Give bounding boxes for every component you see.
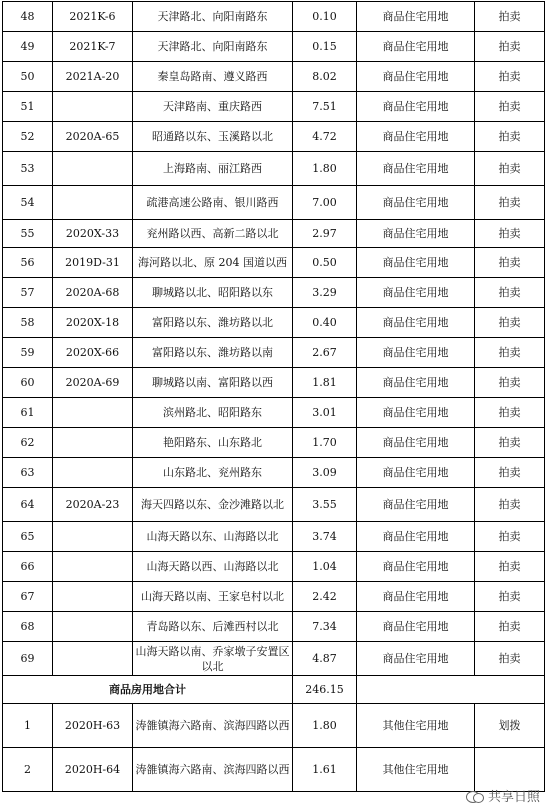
row-number: 67 bbox=[3, 582, 53, 612]
land-use: 商品住宅用地 bbox=[357, 92, 475, 122]
plot-code: 2020X-18 bbox=[53, 308, 133, 338]
table-row bbox=[3, 552, 545, 582]
table-row bbox=[3, 704, 545, 748]
location: 天津路南、重庆路西 bbox=[133, 92, 293, 122]
row-number: 56 bbox=[3, 248, 53, 278]
area-value: 0.50 bbox=[293, 248, 357, 278]
area-value: 3.01 bbox=[293, 398, 357, 428]
supply-method: 拍卖 bbox=[475, 2, 545, 32]
plot-code bbox=[53, 186, 133, 220]
supply-method: 拍卖 bbox=[475, 62, 545, 92]
supply-method: 拍卖 bbox=[475, 642, 545, 676]
land-use: 商品住宅用地 bbox=[357, 458, 475, 488]
row-number: 60 bbox=[3, 368, 53, 398]
location: 滨州路北、昭阳路东 bbox=[133, 398, 293, 428]
row-number: 54 bbox=[3, 186, 53, 220]
table-row bbox=[3, 220, 545, 248]
plot-code bbox=[53, 582, 133, 612]
table-row bbox=[3, 612, 545, 642]
table-row bbox=[3, 152, 545, 186]
row-number: 55 bbox=[3, 220, 53, 248]
plot-code bbox=[53, 522, 133, 552]
location: 富阳路以东、潍坊路以北 bbox=[133, 308, 293, 338]
plot-code bbox=[53, 612, 133, 642]
row-number: 69 bbox=[3, 642, 53, 676]
area-value: 1.04 bbox=[293, 552, 357, 582]
supply-method: 拍卖 bbox=[475, 338, 545, 368]
area-value: 3.09 bbox=[293, 458, 357, 488]
land-use: 其他住宅用地 bbox=[357, 748, 475, 792]
row-number: 63 bbox=[3, 458, 53, 488]
supply-method: 拍卖 bbox=[475, 122, 545, 152]
location: 富阳路以东、潍坊路以南 bbox=[133, 338, 293, 368]
location: 山东路北、兖州路东 bbox=[133, 458, 293, 488]
row-number: 50 bbox=[3, 62, 53, 92]
area-value: 2.42 bbox=[293, 582, 357, 612]
table-row bbox=[3, 278, 545, 308]
location: 上海路南、丽江路西 bbox=[133, 152, 293, 186]
row-number: 49 bbox=[3, 32, 53, 62]
area-value: 2.97 bbox=[293, 220, 357, 248]
land-use: 其他住宅用地 bbox=[357, 704, 475, 748]
area-value: 1.70 bbox=[293, 428, 357, 458]
land-use: 商品住宅用地 bbox=[357, 488, 475, 522]
table-row bbox=[3, 398, 545, 428]
area-value: 7.34 bbox=[293, 612, 357, 642]
table-row bbox=[3, 488, 545, 522]
plot-code: 2020H-64 bbox=[53, 748, 133, 792]
land-use: 商品住宅用地 bbox=[357, 338, 475, 368]
land-use: 商品住宅用地 bbox=[357, 220, 475, 248]
plot-code: 2019D-31 bbox=[53, 248, 133, 278]
row-number: 61 bbox=[3, 398, 53, 428]
supply-method: 拍卖 bbox=[475, 368, 545, 398]
land-use: 商品住宅用地 bbox=[357, 278, 475, 308]
area-value: 3.74 bbox=[293, 522, 357, 552]
area-value: 7.00 bbox=[293, 186, 357, 220]
row-number: 2 bbox=[3, 748, 53, 792]
table-row bbox=[3, 248, 545, 278]
supply-method: 拍卖 bbox=[475, 488, 545, 522]
plot-code: 2021K-6 bbox=[53, 2, 133, 32]
plot-code: 2021A-20 bbox=[53, 62, 133, 92]
land-use: 商品住宅用地 bbox=[357, 522, 475, 552]
land-use: 商品住宅用地 bbox=[357, 32, 475, 62]
table-row bbox=[3, 582, 545, 612]
area-value: 2.67 bbox=[293, 338, 357, 368]
total-value: 246.15 bbox=[293, 676, 357, 704]
plot-code bbox=[53, 458, 133, 488]
row-number: 57 bbox=[3, 278, 53, 308]
supply-method: 拍卖 bbox=[475, 522, 545, 552]
location: 山海天路以南、乔家墩子安置区以北 bbox=[133, 642, 293, 676]
location: 秦皇岛路南、遵义路西 bbox=[133, 62, 293, 92]
supply-method: 拍卖 bbox=[475, 32, 545, 62]
table-row bbox=[3, 642, 545, 676]
row-number: 68 bbox=[3, 612, 53, 642]
plot-code bbox=[53, 552, 133, 582]
area-value: 0.15 bbox=[293, 32, 357, 62]
area-value: 4.87 bbox=[293, 642, 357, 676]
plot-code: 2021K-7 bbox=[53, 32, 133, 62]
land-use: 商品住宅用地 bbox=[357, 2, 475, 32]
row-number: 66 bbox=[3, 552, 53, 582]
row-number: 52 bbox=[3, 122, 53, 152]
table-row bbox=[3, 522, 545, 552]
supply-method: 拍卖 bbox=[475, 248, 545, 278]
row-number: 53 bbox=[3, 152, 53, 186]
plot-code: 2020X-66 bbox=[53, 338, 133, 368]
location: 艳阳路东、山东路北 bbox=[133, 428, 293, 458]
supply-method: 拍卖 bbox=[475, 220, 545, 248]
plot-code bbox=[53, 92, 133, 122]
location: 涛雒镇海六路南、滨海四路以西 bbox=[133, 748, 293, 792]
land-use: 商品住宅用地 bbox=[357, 248, 475, 278]
location: 疏港高速公路南、银川路西 bbox=[133, 186, 293, 220]
supply-method: 划拨 bbox=[475, 704, 545, 748]
table-row bbox=[3, 186, 545, 220]
row-number: 48 bbox=[3, 2, 53, 32]
table-row bbox=[3, 122, 545, 152]
table-row bbox=[3, 62, 545, 92]
location: 山海天路以南、王家皂村以北 bbox=[133, 582, 293, 612]
land-use: 商品住宅用地 bbox=[357, 552, 475, 582]
table-row bbox=[3, 308, 545, 338]
supply-method: 拍卖 bbox=[475, 92, 545, 122]
area-value: 7.51 bbox=[293, 92, 357, 122]
location: 聊城路以北、昭阳路以东 bbox=[133, 278, 293, 308]
location: 青岛路以东、后滩西村以北 bbox=[133, 612, 293, 642]
land-use: 商品住宅用地 bbox=[357, 308, 475, 338]
land-use: 商品住宅用地 bbox=[357, 122, 475, 152]
land-use: 商品住宅用地 bbox=[357, 368, 475, 398]
land-use: 商品住宅用地 bbox=[357, 428, 475, 458]
table-row bbox=[3, 458, 545, 488]
table-row bbox=[3, 338, 545, 368]
table-row bbox=[3, 748, 545, 792]
location: 海河路以北、原 204 国道以西 bbox=[133, 248, 293, 278]
area-value: 0.10 bbox=[293, 2, 357, 32]
location: 海天四路以东、金沙滩路以北 bbox=[133, 488, 293, 522]
supply-method: 拍卖 bbox=[475, 582, 545, 612]
supply-method: 拍卖 bbox=[475, 428, 545, 458]
supply-method: 拍卖 bbox=[475, 612, 545, 642]
plot-code: 2020H-63 bbox=[53, 704, 133, 748]
land-use: 商品住宅用地 bbox=[357, 582, 475, 612]
total-label: 商品房用地合计 bbox=[3, 676, 293, 704]
row-number: 64 bbox=[3, 488, 53, 522]
supply-method: 拍卖 bbox=[475, 458, 545, 488]
watermark-text: 共享日照 bbox=[487, 790, 540, 805]
area-value: 1.61 bbox=[293, 748, 357, 792]
supply-method: 拍卖 bbox=[475, 152, 545, 186]
location: 聊城路以南、富阳路以西 bbox=[133, 368, 293, 398]
plot-code: 2020A-69 bbox=[53, 368, 133, 398]
land-use: 商品住宅用地 bbox=[357, 612, 475, 642]
supply-method: 拍卖 bbox=[475, 552, 545, 582]
location: 天津路北、向阳南路东 bbox=[133, 32, 293, 62]
area-value: 1.80 bbox=[293, 704, 357, 748]
table-row bbox=[3, 428, 545, 458]
row-number: 62 bbox=[3, 428, 53, 458]
watermark bbox=[466, 786, 540, 805]
plot-code bbox=[53, 152, 133, 186]
supply-method: 拍卖 bbox=[475, 278, 545, 308]
row-number: 51 bbox=[3, 92, 53, 122]
plot-code: 2020A-68 bbox=[53, 278, 133, 308]
area-value: 3.29 bbox=[293, 278, 357, 308]
row-number: 59 bbox=[3, 338, 53, 368]
land-use: 商品住宅用地 bbox=[357, 398, 475, 428]
supply-method bbox=[475, 748, 545, 792]
location: 山海天路以东、山海路以北 bbox=[133, 522, 293, 552]
area-value: 1.80 bbox=[293, 152, 357, 186]
row-number: 58 bbox=[3, 308, 53, 338]
location: 山海天路以西、山海路以北 bbox=[133, 552, 293, 582]
supply-method: 拍卖 bbox=[475, 186, 545, 220]
plot-code bbox=[53, 398, 133, 428]
table-row bbox=[3, 92, 545, 122]
area-value: 1.81 bbox=[293, 368, 357, 398]
table-row bbox=[3, 368, 545, 398]
wechat-icon bbox=[466, 789, 484, 803]
location: 昭通路以东、玉溪路以北 bbox=[133, 122, 293, 152]
empty-cell bbox=[357, 676, 545, 704]
area-value: 8.02 bbox=[293, 62, 357, 92]
area-value: 4.72 bbox=[293, 122, 357, 152]
plot-code: 2020A-23 bbox=[53, 488, 133, 522]
land-use: 商品住宅用地 bbox=[357, 62, 475, 92]
supply-method: 拍卖 bbox=[475, 398, 545, 428]
total-row bbox=[3, 676, 545, 704]
land-use: 商品住宅用地 bbox=[357, 642, 475, 676]
table-row bbox=[3, 2, 545, 32]
plot-code bbox=[53, 428, 133, 458]
plot-code: 2020A-65 bbox=[53, 122, 133, 152]
area-value: 3.55 bbox=[293, 488, 357, 522]
land-table bbox=[2, 1, 545, 792]
area-value: 0.40 bbox=[293, 308, 357, 338]
location: 天津路北、向阳南路东 bbox=[133, 2, 293, 32]
supply-method: 拍卖 bbox=[475, 308, 545, 338]
row-number: 65 bbox=[3, 522, 53, 552]
plot-code: 2020X-33 bbox=[53, 220, 133, 248]
land-use: 商品住宅用地 bbox=[357, 186, 475, 220]
location: 兖州路以西、高新二路以北 bbox=[133, 220, 293, 248]
land-use: 商品住宅用地 bbox=[357, 152, 475, 186]
location: 涛雒镇海六路南、滨海四路以西 bbox=[133, 704, 293, 748]
table-row bbox=[3, 32, 545, 62]
plot-code bbox=[53, 642, 133, 676]
row-number: 1 bbox=[3, 704, 53, 748]
